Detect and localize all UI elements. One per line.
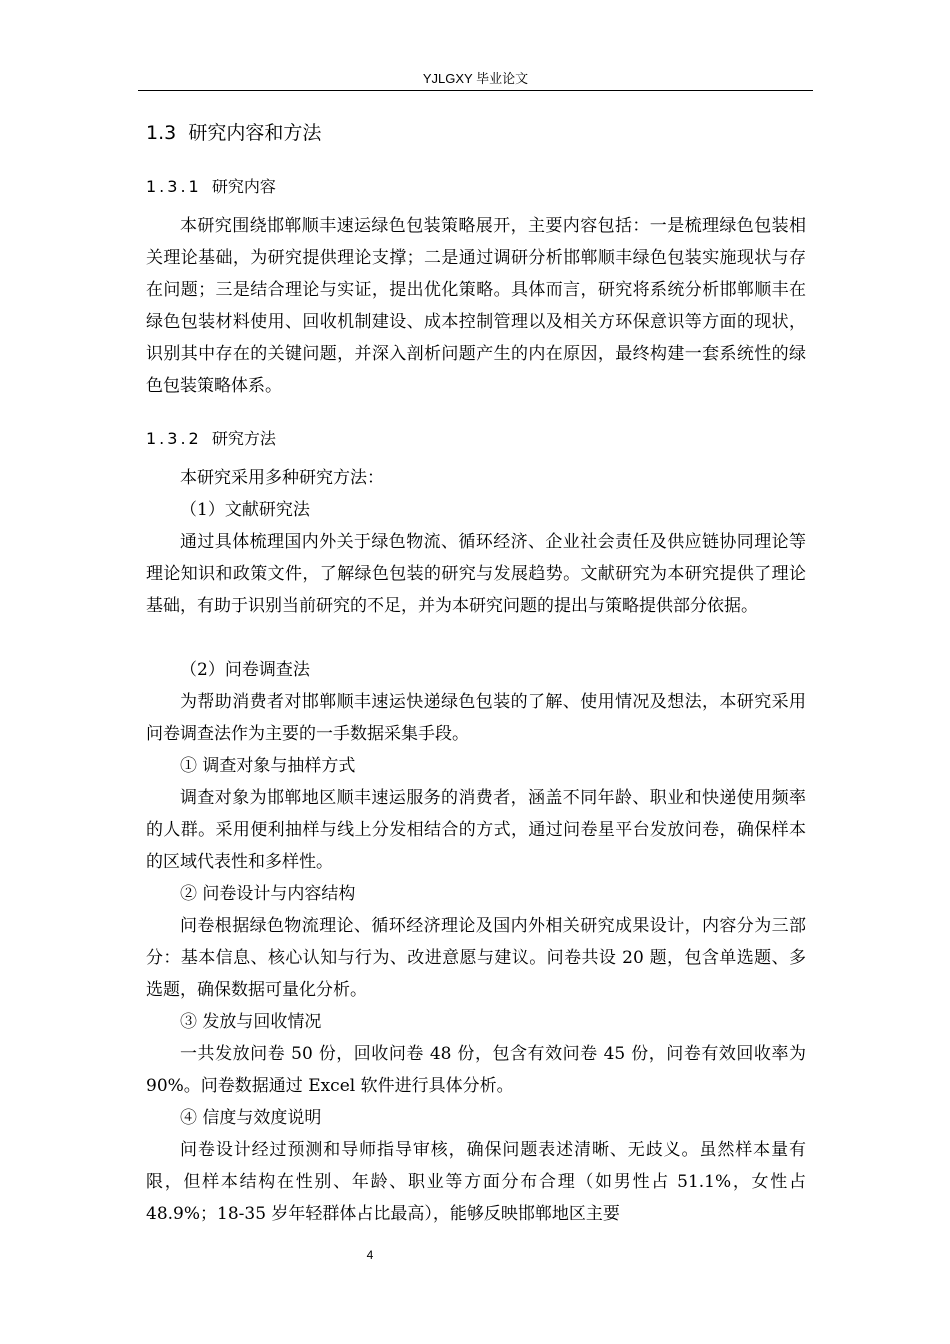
page-number: 4 (366, 1248, 374, 1262)
method1-title: （1）文献研究法 (180, 500, 310, 520)
section-heading (146, 118, 321, 145)
item4-title: ④ 信度与效度说明 (180, 1108, 322, 1128)
subsection-heading-methods (146, 426, 276, 449)
method2-paragraph: 为帮助消费者对邯郸顺丰速运快递绿色包装的了解、使用情况及想法，本研究采用问卷调查法作为主要的一手数据采集手段。 (146, 692, 806, 744)
subsection-number: 1.3.2 (146, 429, 202, 448)
item2-paragraph: 问卷根据绿色物流理论、循环经济理论及国内外相关研究成果设计，内容分为三部分：基本信息、核心认知与行为、改进意愿与建议。问卷共设 20 题，包含单选题、多选题，确保数据可量化分析。 (146, 916, 806, 1000)
subsection-title: 研究内容 (211, 177, 276, 196)
methods-intro: 本研究采用多种研究方法： (180, 468, 384, 488)
subsection-number: 1.3.1 (146, 177, 202, 196)
item4-paragraph: 问卷设计经过预测和导师指导审核，确保问题表述清晰、无歧义。虽然样本量有限，但样本结构在性别、年龄、职业等方面分布合理（如男性占 51.1%，女性占 48.9%；18-35 岁年轻群体占比最高），能够反映邯郸地区主要 (146, 1140, 806, 1224)
item3-paragraph: 一共发放问卷 50 份，回收问卷 48 份，包含有效问卷 45 份，问卷有效回收率为 90%。问卷数据通过 Excel 软件进行具体分析。 (146, 1044, 806, 1096)
item1-title: ① 调查对象与抽样方式 (180, 756, 356, 776)
section-title: 研究内容和方法 (188, 122, 322, 144)
item1-paragraph: 调查对象为邯郸地区顺丰速运服务的消费者，涵盖不同年龄、职业和快递使用频率的人群。采用便利抽样与线上分发相结合的方式，通过问卷星平台发放问卷，确保样本的区域代表性和多样性。 (146, 788, 806, 872)
subsection-title: 研究方法 (211, 429, 276, 448)
method1-paragraph: 通过具体梳理国内外关于绿色物流、循环经济、企业社会责任及供应链协同理论等理论知识和政策文件，了解绿色包装的研究与发展趋势。文献研究为本研究提供了理论基础，有助于识别当前研究的不足，并为本研究问题的提出与策略提供部分依据。 (146, 532, 806, 616)
subsection-heading-content (146, 174, 276, 197)
page-header: YJLGXY 毕业论文 (422, 71, 529, 86)
item3-title: ③ 发放与回收情况 (180, 1012, 322, 1032)
method2-title: （2）问卷调查法 (180, 660, 310, 680)
header-rule (138, 90, 813, 91)
item2-title: ② 问卷设计与内容结构 (180, 884, 356, 904)
section-number: 1.3 (146, 122, 177, 144)
content-paragraph: 本研究围绕邯郸顺丰速运绿色包装策略展开，主要内容包括：一是梳理绿色包装相关理论基础，为研究提供理论支撑；二是通过调研分析邯郸顺丰绿色包装实施现状与存在问题；三是结合理论与实证，提出优化策略。具体而言，研究将系统分析邯郸顺丰在绿色包装材料使用、回收机制建设、成本控制管理以及相关方环保意识等方面的现状，识别其中存在的关键问题，并深入剖析问题产生的内在原因，最终构建一套系统性的绿色包装策略体系。 (146, 216, 806, 396)
